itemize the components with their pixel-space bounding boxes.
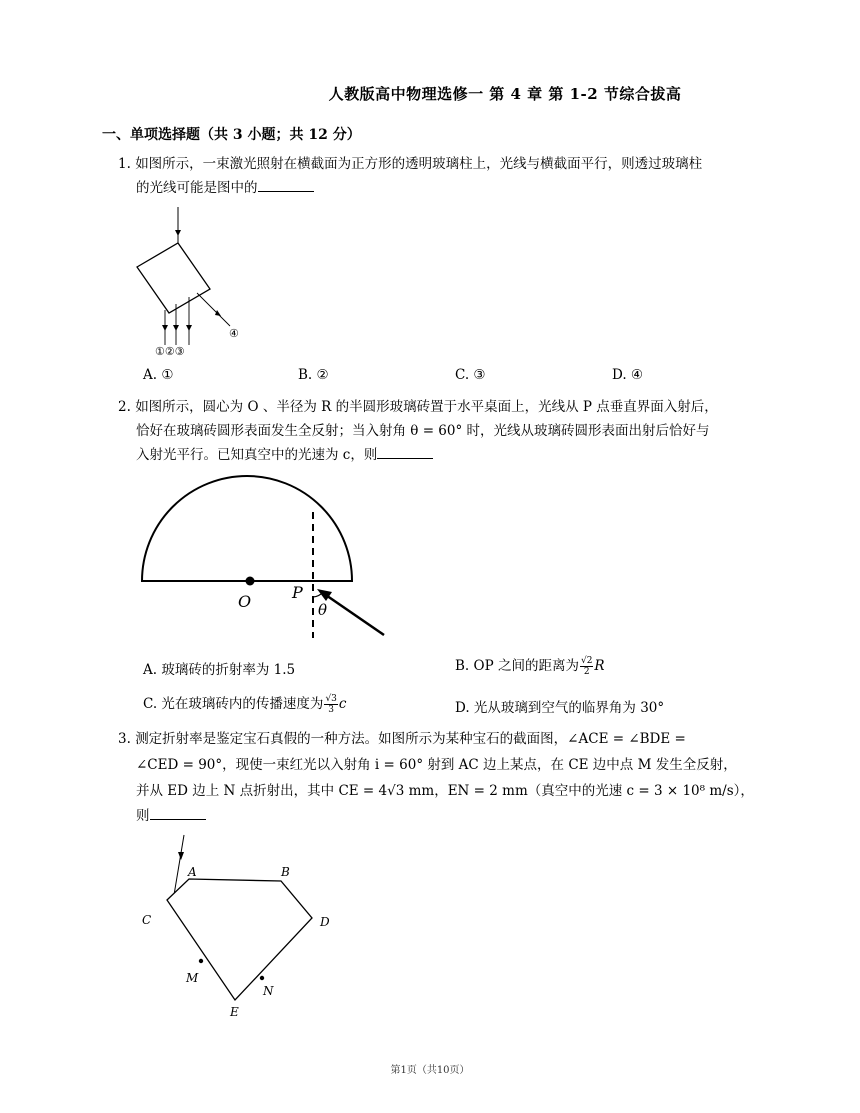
fraction-numerator: √3 xyxy=(325,694,337,704)
question-number: 1. xyxy=(118,156,131,172)
question-2 xyxy=(118,395,718,419)
option-text: C. 光在玻璃砖内的传播速度为 xyxy=(143,696,324,712)
option-text: B. OP 之间的距离为 xyxy=(455,658,579,674)
question-3-line3 xyxy=(136,779,754,803)
question-3-line4 xyxy=(136,804,206,828)
ray-label-1-2-3: ①②③ xyxy=(155,345,185,358)
fraction-denominator: 2 xyxy=(583,667,590,677)
q2-figure xyxy=(130,470,400,645)
question-text-line: 则 xyxy=(136,808,150,824)
question-3 xyxy=(118,727,686,751)
option-a[interactable]: A. 玻璃砖的折射率为 1.5 xyxy=(143,662,296,678)
question-text-line: 入射光平行。已知真空中的光速为 c，则 xyxy=(136,447,378,463)
question-text-line: 如图所示，一束激光照射在横截面为正方形的透明玻璃柱上，光线与横截面平行，则透过玻璃柱 xyxy=(135,156,703,172)
question-1 xyxy=(118,152,702,176)
question-text-line: 如图所示，圆心为 O 、半径为 R 的半圆形玻璃砖置于水平桌面上，光线从 P 点垂直界面入射后， xyxy=(135,399,718,415)
fraction-numerator: √2 xyxy=(580,656,593,666)
answer-blank[interactable] xyxy=(150,805,206,820)
option-c[interactable] xyxy=(143,692,346,715)
question-text-line: ∠CED = 90°，现使一束红光以入射角 i = 60° 射到 AC 边上某点，在 CE 边中点 M 发生全反射， xyxy=(136,757,737,773)
page-footer: 第1页（共10页） xyxy=(390,1065,470,1076)
option-text: R xyxy=(594,658,605,674)
fraction xyxy=(580,656,593,677)
fraction-denominator: 3 xyxy=(328,705,335,715)
label-e: E xyxy=(230,1005,239,1019)
answer-blank[interactable] xyxy=(377,444,433,459)
option-d[interactable]: D. ④ xyxy=(612,367,644,383)
question-text-line: 并从 ED 边上 N 点折射出，其中 CE = 4√3 mm，EN = 2 mm（真空中的光速 c = 3 × 10⁸ m/s）， xyxy=(136,783,754,799)
question-number: 3. xyxy=(118,731,131,747)
option-text: c xyxy=(338,696,347,712)
question-2-line2 xyxy=(136,419,710,443)
label-b: B xyxy=(281,865,290,879)
option-b[interactable]: B. ② xyxy=(298,367,329,383)
option-a[interactable]: A. ① xyxy=(143,367,174,383)
answer-blank[interactable] xyxy=(258,177,314,192)
option-b[interactable] xyxy=(455,654,605,677)
label-d: D xyxy=(320,915,330,929)
option-d[interactable]: D. 光从玻璃到空气的临界角为 30° xyxy=(455,700,665,716)
ray-label-4: ④ xyxy=(229,327,239,340)
q3-figure xyxy=(130,830,350,1025)
label-a: A xyxy=(188,865,197,879)
q1-figure xyxy=(125,200,260,360)
page-title: 人教版高中物理选修一 第 4 章 第 1-2 节综合拔高 xyxy=(328,85,682,103)
label-theta: θ xyxy=(318,601,328,619)
question-number: 2. xyxy=(118,399,131,415)
label-o: O xyxy=(238,592,252,611)
question-3-line2 xyxy=(136,753,737,777)
label-n: N xyxy=(263,984,274,998)
fraction xyxy=(324,694,337,715)
option-c[interactable]: C. ③ xyxy=(455,367,486,383)
question-text-line: 的光线可能是图中的 xyxy=(136,180,258,196)
section-heading: 一、单项选择题（共 3 小题；共 12 分） xyxy=(102,127,361,143)
question-2-line3 xyxy=(136,443,433,467)
question-1-line2 xyxy=(136,176,314,200)
label-p: P xyxy=(292,583,303,602)
question-text-line: 恰好在玻璃砖圆形表面发生全反射；当入射角 θ = 60° 时，光线从玻璃砖圆形表面出射后恰好与 xyxy=(136,423,710,439)
label-c: C xyxy=(142,913,152,927)
question-text-line: 测定折射率是鉴定宝石真假的一种方法。如图所示为某种宝石的截面图，∠ACE = ∠BDE = xyxy=(135,731,686,747)
label-m: M xyxy=(186,971,199,985)
